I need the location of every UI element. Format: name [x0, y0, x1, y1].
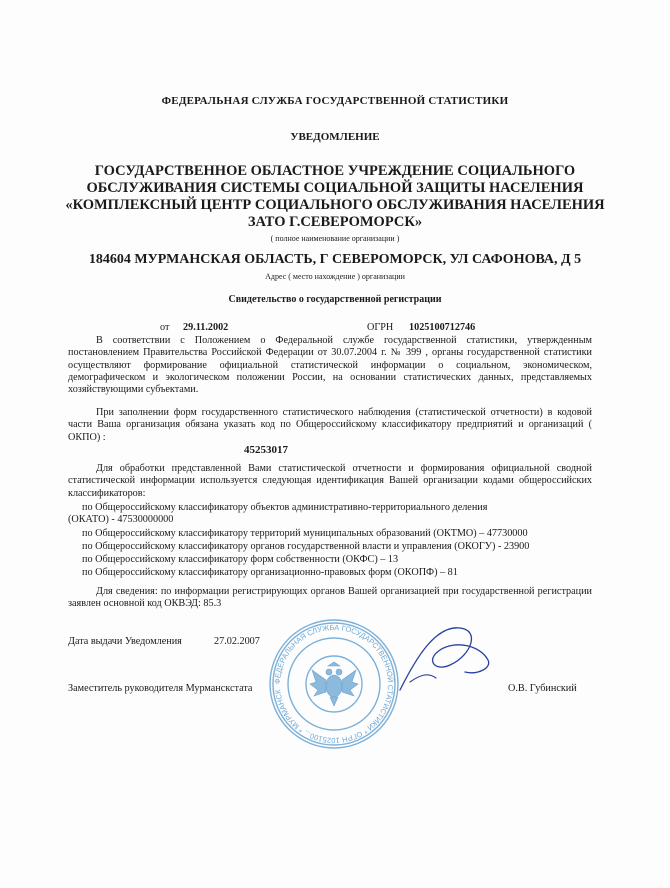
signatory-name: О.В. Губинский	[508, 683, 577, 694]
organization-name	[0, 163, 670, 231]
paragraph-text: В соответствии с Положением о Федеральной службе государственной статистики, утвержденным постановлением Правительства Российской Федерации от 30.07.2004 г. № 399 , органы государственной статистики осуществляют формирование официальной статистической информации о социальном, экономическом, демографическом и экологическом положении России, на основании статистических данных, представляемых хозяйствующими субъектами.	[68, 335, 592, 396]
paragraph-text: Для сведения: по информации регистрирующих органов Вашей организацией при государственной регистрации заявлен основной код ОКВЭД: 85.3	[68, 586, 592, 610]
oktmo-line: по Общероссийскому классификатору территорий муниципальных образований (ОКТМО) – 47730000	[82, 528, 528, 539]
registration-from-label: от	[160, 322, 170, 333]
paragraph-text: При заполнении форм государственного статистического наблюдения (статистической отчетности) в кодовой части Ваша организация обязана указать код по Общероссийскому классификатору предприятий и организаций ( ОКПО) :	[68, 407, 592, 443]
ogrn-value: 1025100712746	[409, 322, 476, 333]
paragraph-text: Для обработки представленной Вами статистической отчетности и формирования официальной сводной статистической информации используется следующая идентификация Вашей организации кодами общероссийских классификаторов:	[68, 463, 592, 499]
organization-name-line: ЗАТО Г.СЕВЕРОМОРСК»	[247, 214, 423, 230]
okpo-code: 45253017	[244, 444, 288, 456]
paragraph-okpo-instructions	[68, 407, 592, 444]
issue-date: 27.02.2007	[214, 636, 260, 647]
registration-date: 29.11.2002	[183, 322, 229, 333]
organization-name-line: ОБСЛУЖИВАНИЯ СИСТЕМЫ СОЦИАЛЬНОЙ ЗАЩИТЫ НАСЕЛЕНИЯ	[86, 180, 584, 196]
okopf-line: по Общероссийскому классификатору организационно-правовых форм (ОКОПФ) – 81	[82, 567, 458, 578]
notice-title: УВЕДОМЛЕНИЕ	[290, 131, 380, 143]
address-caption: Адрес ( место нахождение ) организации	[265, 272, 405, 281]
okato-code: (ОКАТО) - 47530000000	[68, 514, 174, 525]
handwritten-signature	[380, 620, 500, 705]
issue-date-label: Дата выдачи Уведомления	[68, 636, 182, 647]
organization-name-line: ГОСУДАРСТВЕННОЕ ОБЛАСТНОЕ УЧРЕЖДЕНИЕ СОЦИАЛЬНОГО	[94, 163, 576, 179]
organization-address: 184604 МУРМАНСКАЯ ОБЛАСТЬ, Г СЕВЕРОМОРСК, УЛ САФОНОВА, Д 5	[88, 252, 582, 267]
okfs-line: по Общероссийскому классификатору форм собственности (ОКФС) – 13	[82, 554, 399, 565]
okato-line: по Общероссийскому классификатору объектов административно-территориального деления	[82, 502, 488, 513]
agency-title: ФЕДЕРАЛЬНАЯ СЛУЖБА ГОСУДАРСТВЕННОЙ СТАТИСТИКИ	[161, 95, 509, 107]
paragraph-legal-basis	[68, 335, 592, 396]
eagle-emblem-icon	[310, 662, 358, 706]
signatory-position: Заместитель руководителя Мурманскстата	[68, 683, 253, 694]
paragraph-classifiers-intro	[68, 463, 592, 500]
okogu-line: по Общероссийскому классификатору органов государственной власти и управления (ОКОГУ) - 23900	[82, 541, 530, 552]
stamp-ring-text: ФЕДЕРАЛЬНАЯ СЛУЖБА ГОСУДАРСТВЕННОЙ СТАТИСТИКИ * ОГРН 1025100... * МУРМАНСК	[272, 622, 396, 746]
organization-name-line: «КОМПЛЕКСНЫЙ ЦЕНТР СОЦИАЛЬНОГО ОБСЛУЖИВАНИЯ НАСЕЛЕНИЯ	[65, 197, 605, 213]
paragraph-okved	[68, 586, 592, 611]
registration-title: Свидетельство о государственной регистрации	[228, 294, 442, 305]
ogrn-label: ОГРН	[367, 322, 394, 333]
organization-name-caption: ( полное наименование организации )	[270, 234, 400, 243]
